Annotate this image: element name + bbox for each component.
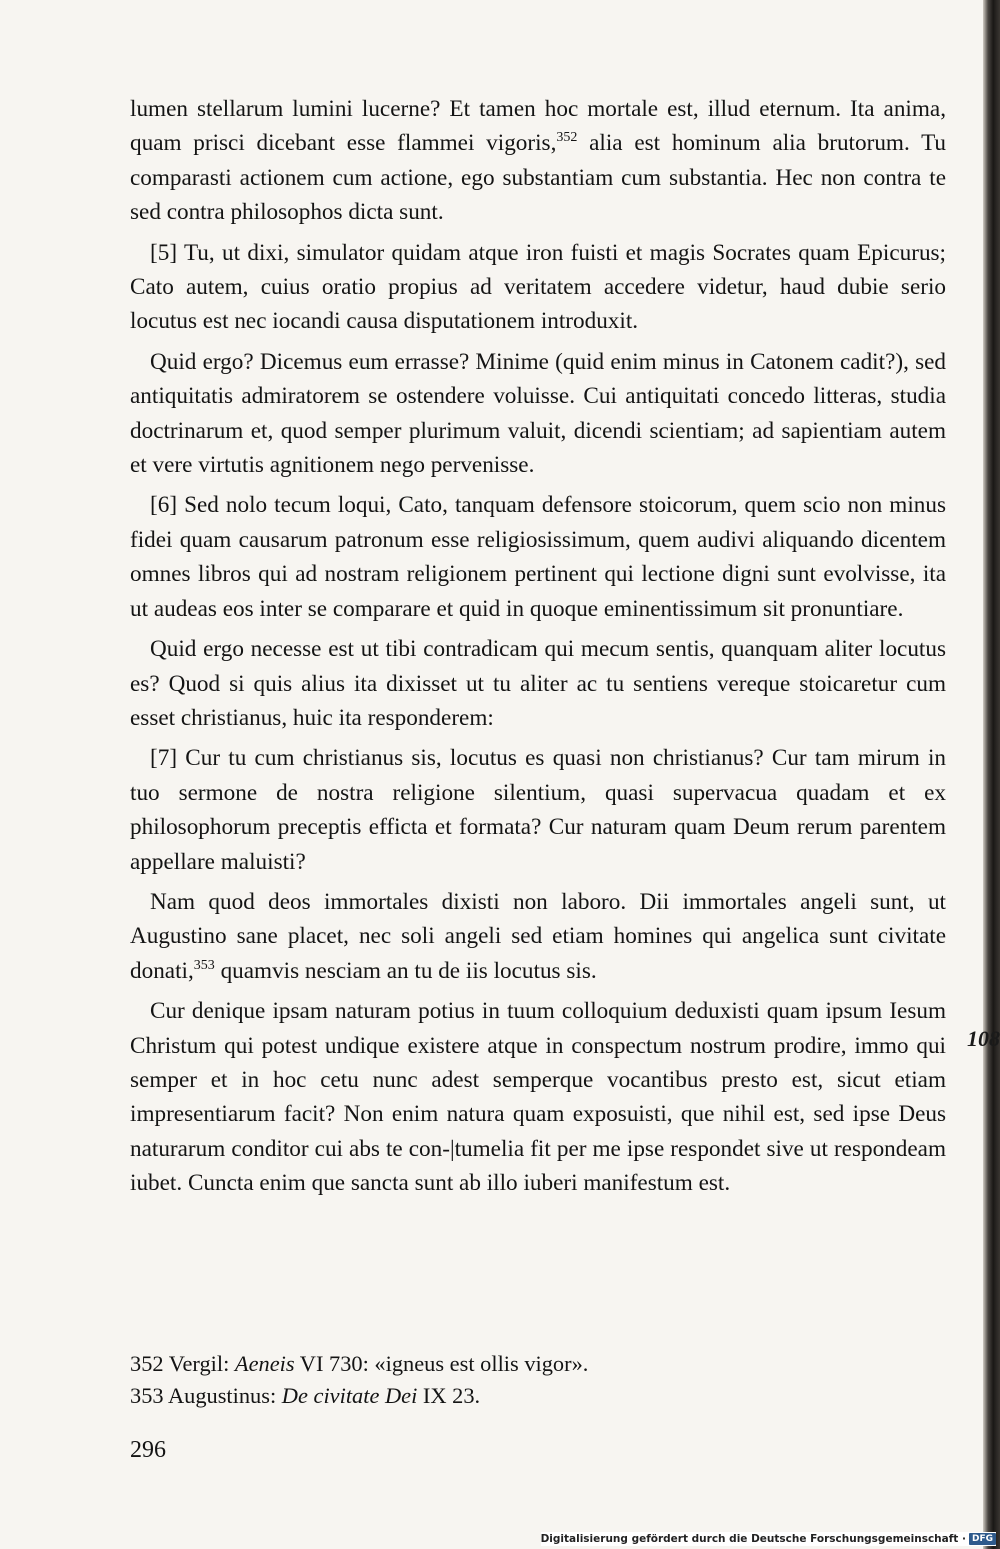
footnote-ref-353[interactable]: 353 — [193, 957, 215, 973]
footnote-work-title: De civitate Dei — [281, 1383, 418, 1408]
paragraph-3: Quid ergo? Dicemus eum errasse? Minime (quid enim minus in Catonem cadit?), sed antiquitatis admiratorem se ostendere voluisse. Cui antiquitati concedo litteras, studia doctrinarum et, quod semper plurimum valuit, dicendi scientiam; ad sapientiam autem et vere virtutis agnitionem nego pervenisse. — [130, 348, 946, 479]
main-text — [130, 92, 946, 1207]
book-spine-shadow — [983, 0, 1000, 1549]
footnote-work-title: Aeneis — [234, 1351, 295, 1376]
footnote-ref-352[interactable]: 352 — [556, 130, 578, 146]
paragraph-4: [6] Sed nolo tecum loqui, Cato, tanquam defensore stoicorum, quem scio non minus fidei quam causarum patronum esse religiosissimum, quem audivi aliquando dicentem omnes libros qui ad nostram religionem pertinent qui lectione digni sunt evolvisse, ita ut audeas eos inter se comparare et quid in quoque eminentissimum sit pronuntiare. — [130, 492, 946, 622]
paragraph-2: [5] Tu, ut dixi, simulator quidam atque iron fuisti et magis Socrates quam Epicurus; Cato autem, cuius oratio propius ad veritatem accedere videtur, haud dubie serio locutus est nec iocandi causa disputationem introduxit. — [130, 239, 946, 335]
paragraph-8: Cur denique ipsam naturam potius in tuum colloquium deduxisti quam ipsum Iesum Christum qui potest undique existere atque in conspectum nostrum prodire, immo qui semper et in hoc cetu nunc adest semperque vocantibus presto est, sicut etiam impresentiarum facit? Non enim natura quam exposuisti, que nihil est, sed ipse Deus naturarum conditor cui abs te con-|tumelia fit per me ipse respondet sive ut respondeam iubet. Cuncta enim que sancta sunt ab illo iuberi manifestum est. — [130, 998, 946, 1197]
paragraph-5: Quid ergo necesse est ut tibi contradicam qui mecum sentis, quanquam aliter locutus es? Quod si quis alius ita dixisset ut tu aliter ac tu sentiens vereque stoicaretur cum esset christianus, huic ita responderem: — [130, 636, 946, 731]
dfg-logo-icon: DFG — [969, 1533, 996, 1545]
paragraph-text: quamvis nesciam an tu de iis locutus sis. — [214, 957, 597, 984]
paragraph-6: [7] Cur tu cum christianus sis, locutus es quasi non christianus? Cur tam mirum in tuo sermone de nostra religione silentium, quasi supervacua quadam et ex philosophorum preceptis efficta et formata? Cur naturam quam Deum rerum parentem appellare maluisti? — [130, 745, 946, 875]
paragraph-1 — [130, 92, 946, 230]
footnotes — [130, 1348, 946, 1412]
footnote-citation: VI 730: «igneus est ollis vigor». — [294, 1351, 589, 1376]
paragraph-7 — [130, 885, 946, 988]
footnote-number: 353 — [130, 1383, 164, 1408]
digitization-credit — [541, 1532, 996, 1546]
paragraph-text: lumen stellarum lumini lucerne? Et tamen hoc mortale est, illud eternum. Ita anima, quam prisci dicebant esse flammei vigoris, — [130, 96, 946, 157]
paragraph-text: Nam quod deos immortales dixisti non laboro. Dii immortales angeli sunt, ut Augustino sane placet, nec soli angeli sed etiam homines qui angelica sunt civitate donati, — [130, 888, 946, 984]
credit-text: Digitalisierung gefördert durch die Deutsche Forschungsgemeinschaft · — [540, 1533, 966, 1545]
margin-page-reference: 108 — [967, 1026, 1000, 1051]
page-number: 296 — [130, 1437, 166, 1463]
footnote-citation: IX 23. — [417, 1383, 481, 1408]
footnote-352 — [130, 1348, 946, 1380]
footnote-author: Vergil: — [163, 1351, 235, 1376]
paragraph-text: alia est hominum alia brutorum. Tu comparasti actionem cum actione, ego substantiam cum substantia. Hec non contra te sed contra philosophos dicta sunt. — [130, 130, 947, 226]
footnote-number: 352 — [130, 1351, 164, 1376]
footnote-353 — [130, 1380, 946, 1412]
footnote-author: Augustinus: — [163, 1383, 282, 1408]
